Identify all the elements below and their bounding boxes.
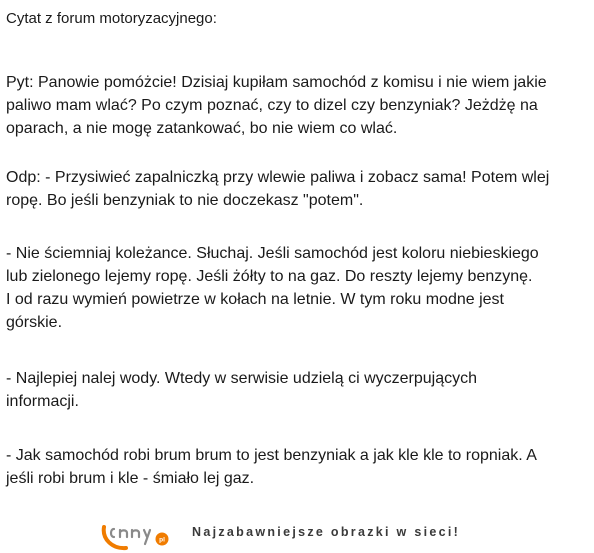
text-line: informacji. [6, 393, 79, 410]
text-line: górskie. [6, 314, 63, 331]
answer-paragraph-1 [6, 166, 591, 212]
text-line: Pyt: Panowie pomóżcie! Dzisiaj kupiłam samochód z komisu i nie wiem jakie [6, 74, 547, 91]
text-line: oparach, a nie mogę zatankować, bo nie wiem co wlać. [6, 120, 398, 137]
text-line: paliwo mam wlać? Po czym poznać, czy to dizel czy benzyniak? Jeżdżę na [6, 97, 538, 114]
text-line: ropę. Bo jeśli benzyniak to nie doczekasz "potem". [6, 192, 364, 209]
text-line: lub zielonego lejemy ropę. Jeśli żółty to na gaz. Do reszty lejemy benzynę. [6, 268, 533, 285]
tagline: Najzabawniejsze obrazki w sieci! [192, 525, 461, 539]
text-line: - Nie ściemniaj koleżance. Słuchaj. Jeśli samochód jest koloru niebieskiego [6, 245, 539, 262]
footer-watermark [0, 512, 594, 553]
answer-paragraph-4 [6, 444, 591, 490]
text-line: - Jak samochód robi brum brum to jest benzyniak a jak kle kle to ropniak. A [6, 447, 537, 464]
text-line: jeśli robi brum i kle - śmiało lej gaz. [6, 470, 255, 487]
answer-paragraph-2 [6, 242, 591, 334]
answer-paragraph-3 [6, 367, 591, 413]
text-line: Odp: - Przysiwieć zapalniczką przy wlewie paliwa i zobacz sama! Potem wlej [6, 169, 550, 186]
text-line: - Najlepiej nalej wody. Wtedy w serwisie udzielą ci wyczerpujących [6, 370, 477, 387]
funny-logo [100, 517, 176, 551]
question-paragraph [6, 71, 591, 140]
text-line: I od razu wymień powietrze w kołach na letnie. W tym roku modne jest [6, 291, 504, 308]
quote-heading: Cytat z forum motoryzacyjnego: [6, 10, 217, 27]
svg-text:pl: pl [159, 536, 165, 544]
